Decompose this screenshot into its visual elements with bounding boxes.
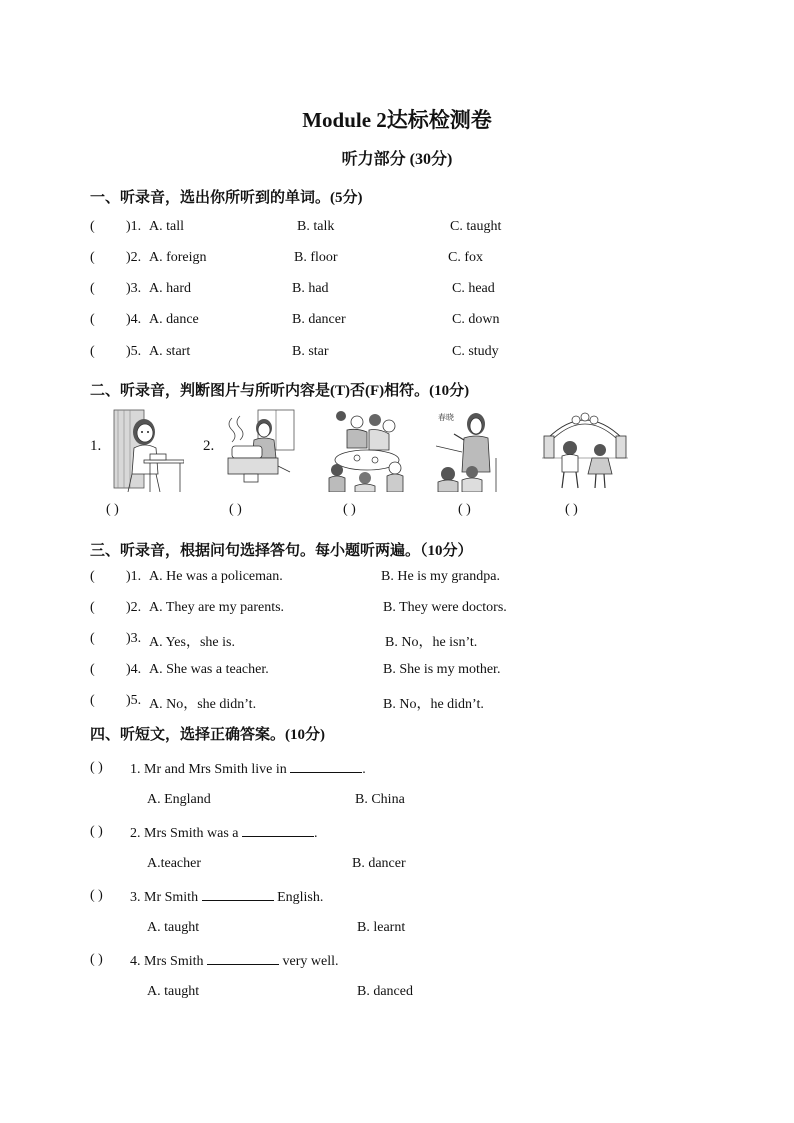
option-a: A. England bbox=[147, 792, 211, 807]
answer-bracket: ( bbox=[90, 693, 95, 708]
question-number: )3. bbox=[126, 631, 142, 646]
option-a: A. hard bbox=[149, 281, 191, 296]
picture-answer-bracket-2: ( ) bbox=[229, 502, 242, 517]
picture-girl-cooking bbox=[218, 408, 296, 484]
fill-blank[interactable] bbox=[290, 760, 362, 773]
answer-bracket: ( bbox=[90, 662, 95, 677]
answer-bracket: ( bbox=[90, 250, 95, 265]
fill-blank[interactable] bbox=[207, 952, 279, 965]
answer-bracket: ( bbox=[90, 312, 95, 327]
picture-answer-bracket-3: ( ) bbox=[343, 502, 356, 517]
option-a: A. She was a teacher. bbox=[149, 662, 269, 677]
page-title: Module 2达标检测卷 bbox=[302, 108, 492, 132]
question-number: )1. bbox=[126, 569, 142, 584]
question-stem bbox=[130, 952, 339, 970]
question-stem bbox=[130, 760, 366, 778]
answer-bracket: ( ) bbox=[90, 824, 103, 839]
option-b: B. No，he didn’t. bbox=[383, 697, 484, 712]
option-b: B. had bbox=[292, 281, 329, 296]
blackboard-text: 春晓 bbox=[438, 413, 454, 422]
question-stem bbox=[130, 824, 318, 842]
answer-bracket: ( bbox=[90, 281, 95, 296]
option-b: B. star bbox=[292, 344, 329, 359]
stem-text: 2. Mrs Smith was a bbox=[130, 826, 239, 841]
stem-text: 3. Mr Smith bbox=[130, 890, 199, 905]
option-b: B. No，he isn’t. bbox=[385, 635, 478, 650]
option-b: B. floor bbox=[294, 250, 338, 265]
fill-blank[interactable] bbox=[202, 888, 274, 901]
option-c: C. fox bbox=[448, 250, 483, 265]
picture-number-1: 1. bbox=[90, 438, 102, 454]
answer-bracket: ( ) bbox=[90, 888, 103, 903]
picture-children-at-gate bbox=[542, 408, 628, 490]
option-b: B. danced bbox=[357, 984, 413, 999]
option-a: A. tall bbox=[149, 219, 184, 234]
section-1-heading: 一、听录音，选出你所听到的单词。(5分) bbox=[90, 190, 363, 206]
stem-end: . bbox=[314, 826, 318, 841]
question-number: )4. bbox=[126, 662, 142, 677]
answer-bracket: ( bbox=[90, 631, 95, 646]
stem-text: 4. Mrs Smith bbox=[130, 954, 204, 969]
option-b: B. He is my grandpa. bbox=[381, 569, 500, 584]
option-a: A.teacher bbox=[147, 856, 202, 871]
stem-end: English. bbox=[277, 890, 324, 905]
fill-blank[interactable] bbox=[242, 824, 314, 837]
answer-bracket: ( bbox=[90, 569, 95, 584]
stem-end: very well. bbox=[282, 954, 339, 969]
page-subtitle: 听力部分 (30分) bbox=[341, 151, 453, 168]
answer-bracket: ( bbox=[90, 219, 95, 234]
option-c: C. down bbox=[452, 312, 500, 327]
option-b: B. dancer bbox=[352, 856, 406, 871]
section-3-heading: 三、听录音，根据问句选择答句。每小题听两遍。（10分） bbox=[90, 543, 473, 559]
picture-teacher-classroom bbox=[436, 408, 502, 492]
question-number: )4. bbox=[126, 312, 142, 327]
option-a: A. He was a policeman. bbox=[149, 569, 283, 584]
option-b: B. talk bbox=[297, 219, 335, 234]
option-a: A. They are my parents. bbox=[149, 600, 285, 615]
option-a: A. No，she didn’t. bbox=[149, 697, 257, 712]
section-2-heading: 二、听录音，判断图片与所听内容是(T)否(F)相符。(10分) bbox=[90, 383, 470, 399]
question-number: )2. bbox=[126, 250, 142, 265]
picture-family-dinner bbox=[327, 408, 405, 492]
option-a: A. dance bbox=[149, 312, 199, 327]
option-b: B. dancer bbox=[292, 312, 346, 327]
option-c: C. taught bbox=[450, 219, 502, 234]
answer-bracket: ( bbox=[90, 344, 95, 359]
option-a: A. taught bbox=[147, 984, 200, 999]
question-number: )1. bbox=[126, 219, 142, 234]
question-number: )3. bbox=[126, 281, 142, 296]
option-b: B. She is my mother. bbox=[383, 662, 501, 677]
question-number: )2. bbox=[126, 600, 142, 615]
option-a: A. start bbox=[149, 344, 191, 359]
picture-number-2: 2. bbox=[203, 438, 215, 454]
option-a: A. taught bbox=[147, 920, 200, 935]
picture-answer-bracket-5: ( ) bbox=[565, 502, 578, 517]
stem-end: . bbox=[362, 762, 366, 777]
question-number: )5. bbox=[126, 344, 142, 359]
answer-bracket: ( ) bbox=[90, 760, 103, 775]
option-b: B. China bbox=[355, 792, 405, 807]
option-c: C. study bbox=[452, 344, 499, 359]
option-a: A. Yes，she is. bbox=[149, 635, 235, 650]
answer-bracket: ( ) bbox=[90, 952, 103, 967]
picture-answer-bracket-4: ( ) bbox=[458, 502, 471, 517]
picture-girl-at-desk bbox=[110, 408, 184, 492]
option-b: B. They were doctors. bbox=[383, 600, 507, 615]
question-number: )5. bbox=[126, 693, 142, 708]
option-c: C. head bbox=[452, 281, 495, 296]
picture-answer-bracket-1: ( ) bbox=[106, 502, 119, 517]
answer-bracket: ( bbox=[90, 600, 95, 615]
section-4-heading: 四、听短文，选择正确答案。(10分) bbox=[90, 727, 325, 743]
question-stem bbox=[130, 888, 323, 906]
option-a: A. foreign bbox=[149, 250, 207, 265]
option-b: B. learnt bbox=[357, 920, 406, 935]
stem-text: 1. Mr and Mrs Smith live in bbox=[130, 762, 287, 777]
